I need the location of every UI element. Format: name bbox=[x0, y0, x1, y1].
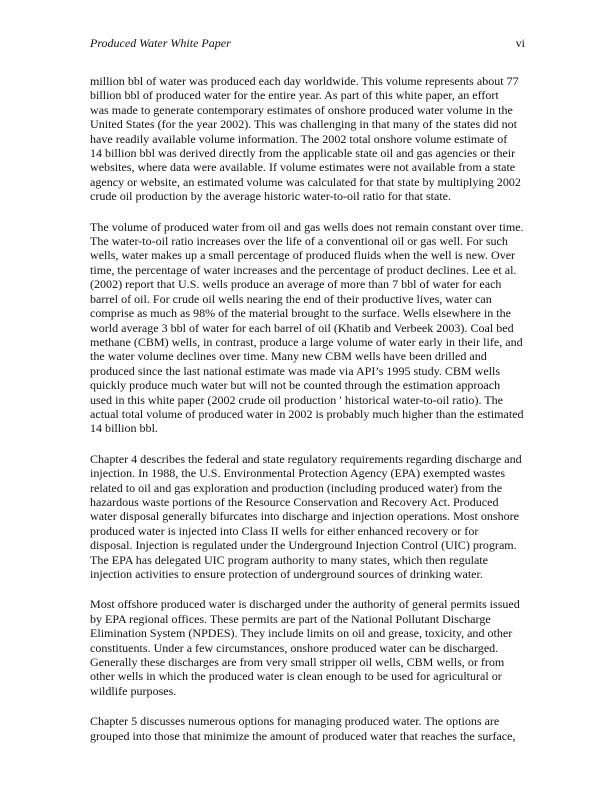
paragraph bbox=[90, 597, 526, 698]
text-line: other wells in which the produced water is clean enough to be used for agricultural or bbox=[90, 669, 502, 684]
text-line: actual total volume of produced water in 2002 is probably much higher than the estimated bbox=[90, 406, 524, 421]
text-line: the water volume declines over time. Many new CBM wells have been drilled and bbox=[90, 349, 487, 364]
text-line: million bbl of water was produced each day worldwide. This volume represents about 77 bbox=[90, 74, 519, 88]
paragraph bbox=[90, 220, 526, 436]
text-line: Chapter 4 describes the federal and state regulatory requirements regarding discharge and bbox=[90, 451, 522, 466]
text-line: injection. In 1988, the U.S. Environmental Protection Agency (EPA) exempted wastes bbox=[90, 466, 506, 481]
text-line: used in this white paper (2002 crude oil production ′ historical water-to-oil ratio). The bbox=[90, 392, 503, 407]
text-line: Elimination System (NPDES). They include limits on oil and grease, toxicity, and other bbox=[90, 626, 513, 641]
paragraph bbox=[90, 714, 526, 743]
text-line: was made to generate contemporary estimates of onshore produced water volume in the bbox=[90, 102, 513, 117]
text-line: agency or website, an estimated volume was calculated for that state by multiplying 2002 bbox=[90, 174, 521, 189]
text-line: hazardous waste portions of the Resource Conservation and Recovery Act. Produced bbox=[90, 494, 499, 509]
text-line: Most offshore produced water is discharged under the authority of general permits issued bbox=[90, 597, 520, 612]
text-line: 14 billion bbl. bbox=[90, 421, 158, 436]
text-line: crude oil production by the average historic water-to-oil ratio for that state. bbox=[90, 189, 452, 204]
text-line: The water-to-oil ratio increases over the life of a conventional oil or gas well. For such bbox=[90, 234, 508, 249]
paragraph bbox=[90, 452, 526, 582]
text-line: The EPA has delegated UIC program authority to many states, which then regulate bbox=[90, 552, 489, 567]
text-line: injection activities to ensure protection of underground sources of drinking water. bbox=[90, 567, 483, 581]
text-line: water disposal generally bifurcates into discharge and injection operations. Most onshore bbox=[90, 509, 519, 524]
text-line: websites, where data were available. If volume estimates were not available from a state bbox=[90, 160, 516, 175]
paragraph bbox=[90, 74, 526, 204]
text-line: billion bbl of produced water for the entire year. As part of this white paper, an effort bbox=[90, 88, 499, 103]
text-line: methane (CBM) wells, in contrast, produce a large volume of water early in their life, and bbox=[90, 334, 523, 349]
text-line: barrel of oil. For crude oil wells nearing the end of their productive lives, water can bbox=[90, 291, 492, 306]
text-line: produced water is injected into Class II wells for either enhanced recovery or for bbox=[90, 523, 479, 538]
text-line: time, the percentage of water increases and the percentage of product declines. Lee et al. bbox=[90, 262, 517, 277]
text-line: have readily available volume information. The 2002 total onshore volume estimate of bbox=[90, 131, 508, 146]
text-line: world average 3 bbl of water for each barrel of oil (Khatib and Verbeek 2003). Coal bed bbox=[90, 320, 514, 335]
text-line: disposal. Injection is regulated under the Underground Injection Control (UIC) program. bbox=[90, 538, 517, 553]
text-line: by EPA regional offices. These permits are part of the National Pollutant Discharge bbox=[90, 611, 491, 626]
text-line: Generally these discharges are from very small stripper oil wells, CBM wells, or from bbox=[90, 655, 505, 670]
text-line: related to oil and gas exploration and production (including produced water) from the bbox=[90, 480, 503, 495]
text-line: (2002) report that U.S. wells produce an average of more than 7 bbl of water for each bbox=[90, 277, 502, 292]
text-line: produced since the last national estimate was made via API’s 1995 study. CBM wells bbox=[90, 363, 501, 378]
text-line: The volume of produced water from oil and gas wells does not remain constant over time. bbox=[90, 219, 524, 234]
text-line: quickly produce much water but will not be counted through the estimation approach bbox=[90, 378, 501, 393]
text-line: 14 billion bbl was derived directly from the applicable state oil and gas agencies or their bbox=[90, 146, 516, 161]
document-body bbox=[90, 74, 526, 759]
header-title: Produced Water White Paper bbox=[90, 36, 231, 50]
text-line: wildlife purposes. bbox=[90, 683, 177, 698]
text-line: United States (for the year 2002). This was challenging in that many of the states did not bbox=[90, 117, 518, 132]
text-line: Chapter 5 discusses numerous options for managing produced water. The options are bbox=[90, 714, 500, 729]
page-number: vi bbox=[515, 36, 525, 50]
text-line: constituents. Under a few circumstances, onshore produced water can be discharged. bbox=[90, 640, 499, 655]
text-line: wells, water makes up a small percentage of produced fluids when the well is new. Over bbox=[90, 248, 516, 263]
text-line: grouped into those that minimize the amount of produced water that reaches the surface, bbox=[90, 728, 516, 743]
text-line: comprise as much as 98% of the material brought to the surface. Wells elsewhere in the bbox=[90, 306, 511, 321]
running-header bbox=[90, 36, 525, 51]
